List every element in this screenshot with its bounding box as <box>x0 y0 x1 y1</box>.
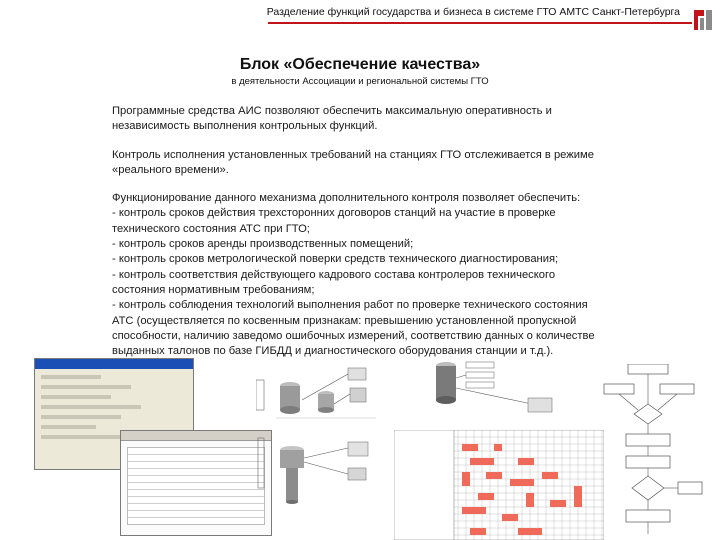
list-line: АТС (осуществляется по косвенным признакам: превышению установленной пропускной <box>112 314 577 327</box>
company-logo-icon <box>690 4 716 34</box>
list-line: способности, наличию заведомо ошибочных измерений, соответствию данных о количестве <box>112 329 595 342</box>
list-line: - контроль сроков действия трехсторонних договоров станций на участие в проверке <box>112 207 556 220</box>
list-line: выданных талонов по базе ГИБДД и диагностического оборудования станции и т.д.). <box>112 345 554 358</box>
paragraph-control <box>112 148 652 179</box>
paragraph-line: «реального времени». <box>112 163 229 176</box>
inspection-process-diagram <box>432 358 568 424</box>
paragraph-ais <box>112 104 652 135</box>
list-line: состояния нормативным требованиям; <box>112 283 315 296</box>
paragraph-line: Контроль исполнения установленных требований на станциях ГТО отслеживается в режиме <box>112 148 594 161</box>
body-text <box>112 104 652 359</box>
header-title: Разделение функций государства и бизнеса в системе ГТО АМТС Санкт-Петербурга <box>266 6 680 18</box>
slide-subtitle: в деятельности Ассоциации и региональной системы ГТО <box>231 76 489 87</box>
paragraph-line: Программные средства АИС позволяют обеспечить максимальную оперативность и <box>112 105 552 117</box>
list-line: - контроль сроков метрологической поверки средств технического диагностирования; <box>112 253 559 266</box>
paragraph-functions <box>112 191 652 359</box>
control-matrix-table <box>394 430 604 540</box>
report-window-screenshot <box>120 430 272 536</box>
process-flowchart <box>598 364 708 538</box>
header-divider <box>268 22 698 24</box>
list-line: - контроль сроков аренды производственных помещений; <box>112 238 414 251</box>
software-screenshots <box>34 358 234 538</box>
list-line: - контроль соответствия действующего кадрового состава контролеров технического <box>112 268 556 281</box>
list-line: - контроль соблюдения технологий выполнения работ по проверке технического состояния <box>112 299 588 312</box>
list-line: технического состояния АТС при ГТО; <box>112 222 310 235</box>
list-line: Функционирование данного механизма дополнительного контроля позволяет обеспечить: <box>112 192 581 205</box>
paragraph-line: независимость выполнения контрольных функций. <box>112 120 378 133</box>
slide-title: Блок «Обеспечение качества» <box>239 56 481 73</box>
